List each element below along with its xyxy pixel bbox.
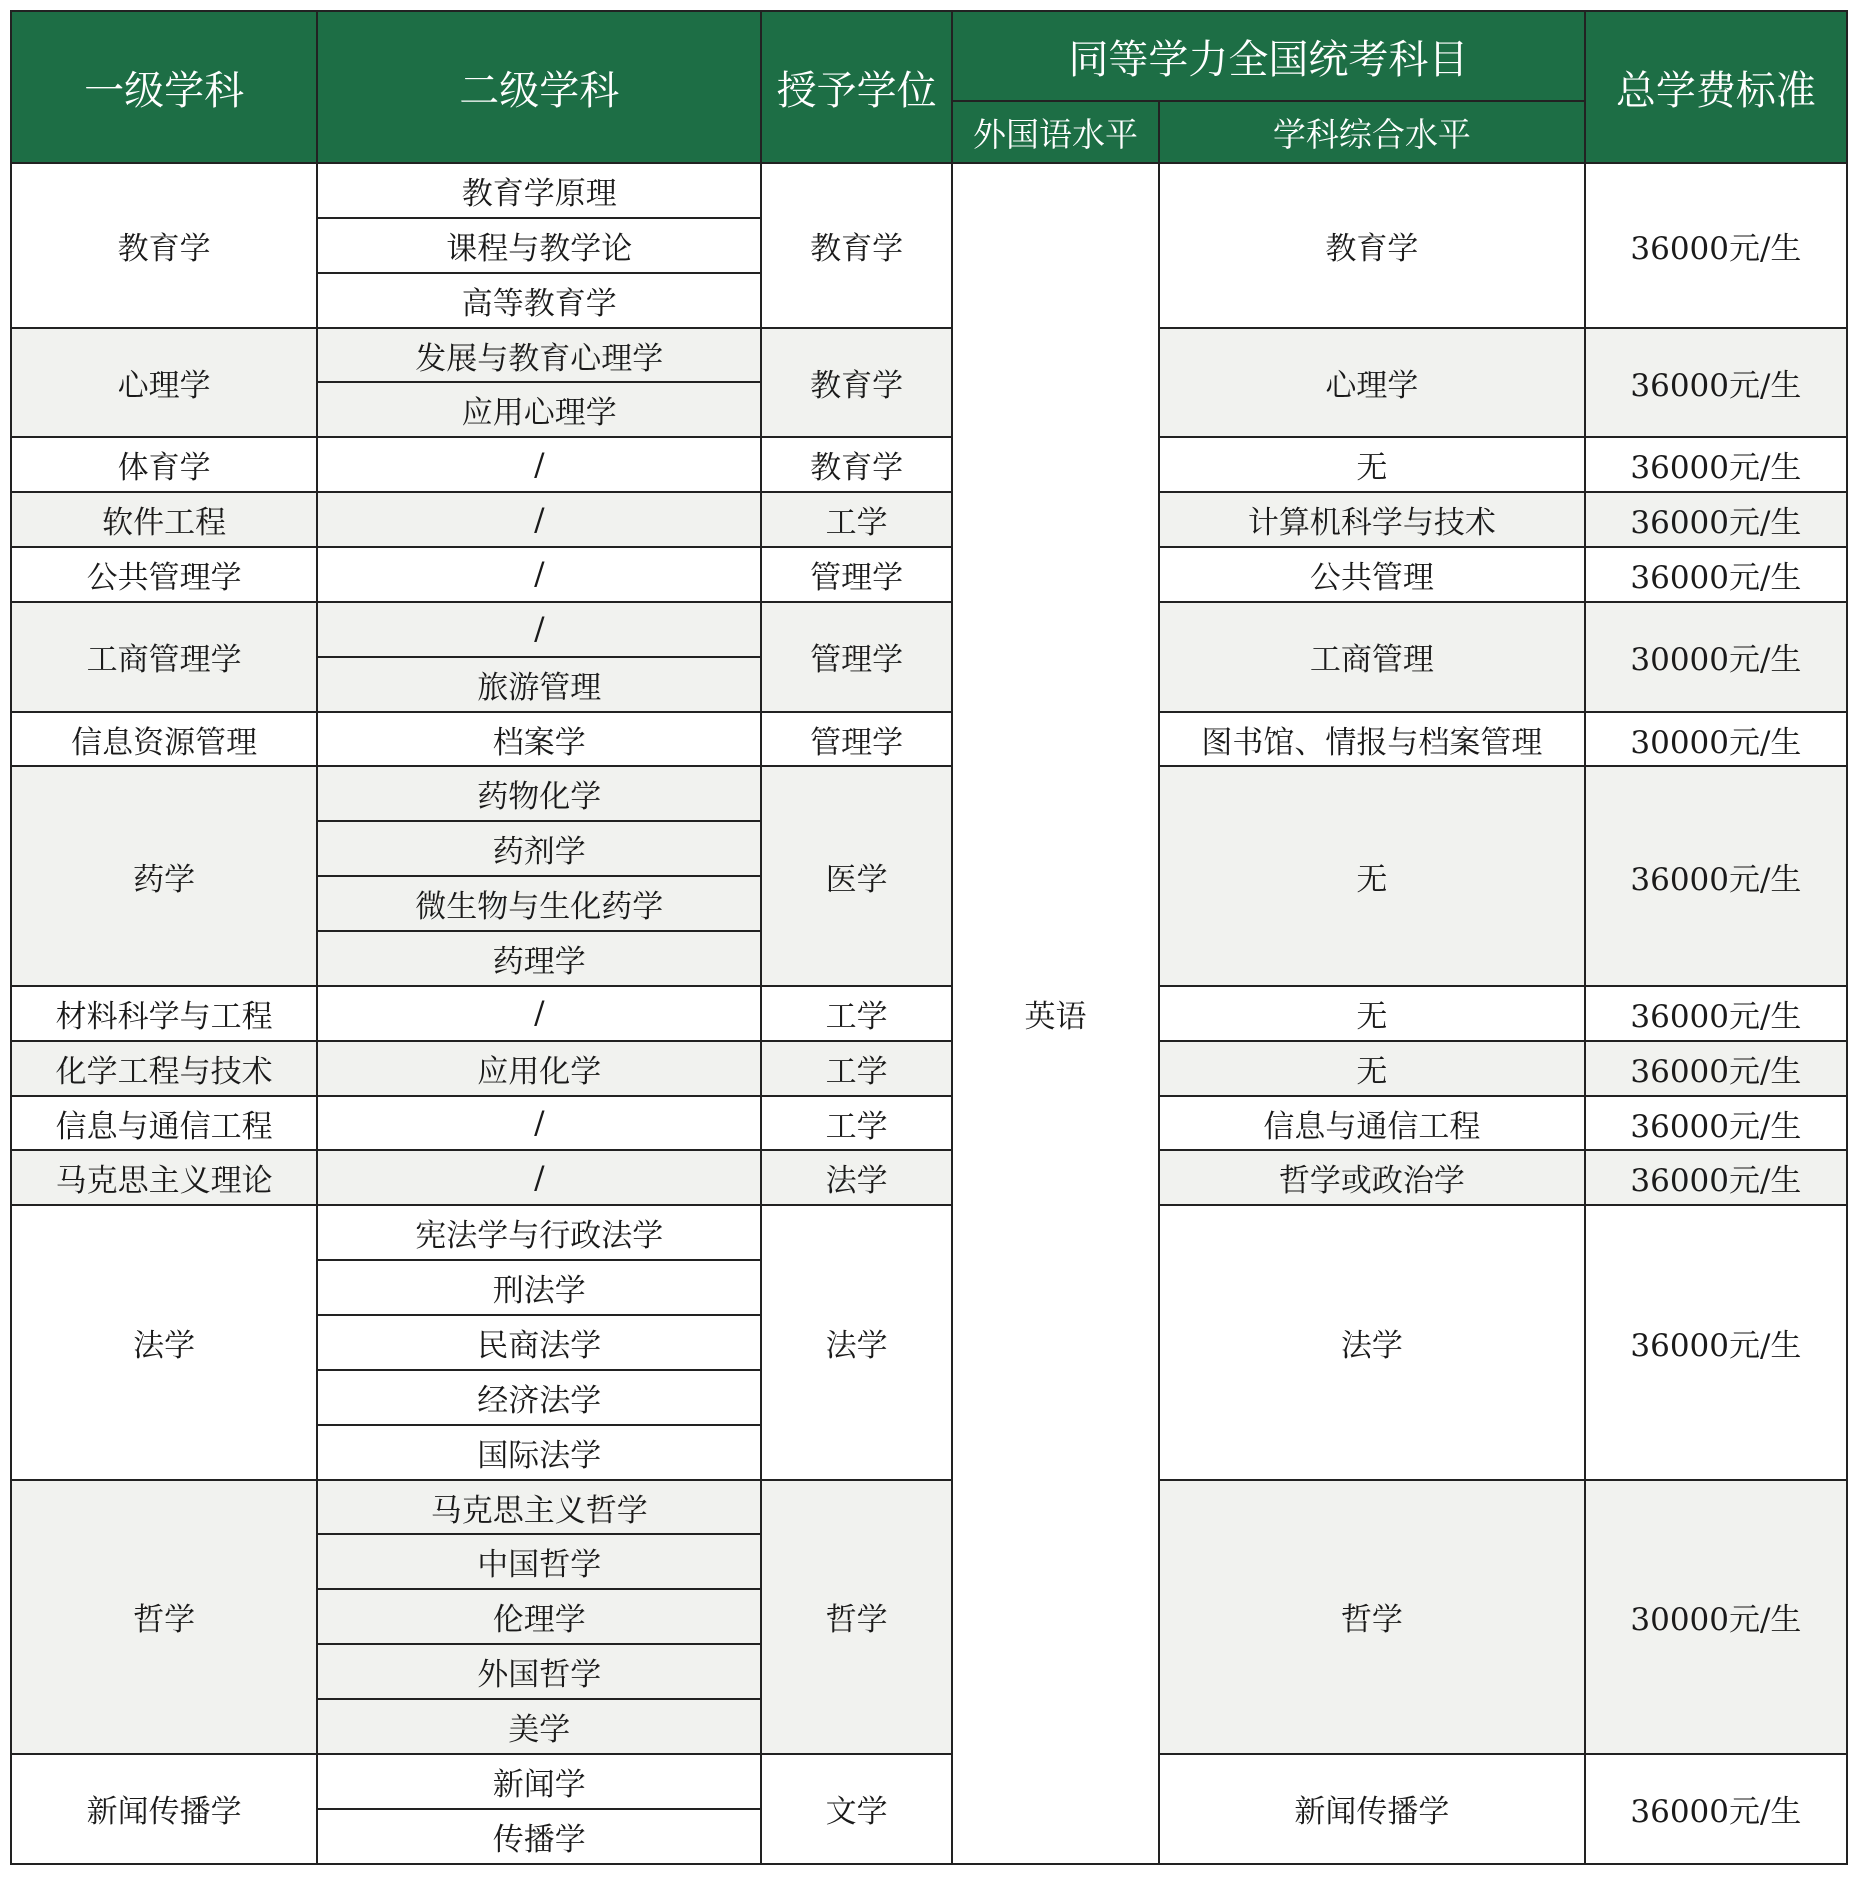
primary-discipline-cell: 化学工程与技术: [11, 1041, 317, 1096]
degree-cell: 文学: [761, 1754, 952, 1864]
secondary-discipline-cell: 民商法学: [317, 1315, 761, 1370]
tuition-cell: 30000元/生: [1585, 602, 1847, 712]
secondary-discipline-cell: 发展与教育心理学: [317, 328, 761, 383]
table-row: [11, 437, 1847, 492]
primary-discipline-cell: 体育学: [11, 437, 317, 492]
tuition-cell: 36000元/生: [1585, 1205, 1847, 1479]
tuition-cell: 36000元/生: [1585, 1754, 1847, 1864]
subject-comprehensive-cell: 无: [1159, 986, 1585, 1041]
primary-discipline-cell: 新闻传播学: [11, 1754, 317, 1864]
subject-comprehensive-cell: 法学: [1159, 1205, 1585, 1479]
primary-discipline-cell: 信息与通信工程: [11, 1096, 317, 1151]
tuition-cell: 30000元/生: [1585, 1480, 1847, 1754]
secondary-discipline-cell: 伦理学: [317, 1589, 761, 1644]
secondary-discipline-cell: 应用心理学: [317, 382, 761, 437]
secondary-discipline-cell: 新闻学: [317, 1754, 761, 1809]
tuition-cell: 36000元/生: [1585, 1096, 1847, 1151]
degree-cell: 管理学: [761, 547, 952, 602]
subject-comprehensive-cell: 哲学: [1159, 1480, 1585, 1754]
header-degree: 授予学位: [761, 11, 952, 163]
secondary-discipline-cell: /: [317, 547, 761, 602]
secondary-discipline-cell: 药剂学: [317, 821, 761, 876]
subject-comprehensive-cell: 心理学: [1159, 328, 1585, 438]
secondary-discipline-cell: /: [317, 492, 761, 547]
primary-discipline-cell: 软件工程: [11, 492, 317, 547]
tuition-cell: 36000元/生: [1585, 437, 1847, 492]
table-row: [11, 1205, 1847, 1260]
secondary-discipline-cell: 马克思主义哲学: [317, 1480, 761, 1535]
table-row: [11, 986, 1847, 1041]
table-row: [11, 547, 1847, 602]
subject-comprehensive-cell: 无: [1159, 766, 1585, 985]
secondary-discipline-cell: 高等教育学: [317, 273, 761, 328]
subject-comprehensive-cell: 无: [1159, 437, 1585, 492]
subject-comprehensive-cell: 哲学或政治学: [1159, 1150, 1585, 1205]
degree-cell: 工学: [761, 986, 952, 1041]
subject-comprehensive-cell: 计算机科学与技术: [1159, 492, 1585, 547]
table-row: [11, 766, 1847, 821]
secondary-discipline-cell: /: [317, 1096, 761, 1151]
primary-discipline-cell: 药学: [11, 766, 317, 985]
secondary-discipline-cell: 国际法学: [317, 1425, 761, 1480]
secondary-discipline-cell: 传播学: [317, 1809, 761, 1864]
tuition-cell: 36000元/生: [1585, 547, 1847, 602]
table-row: [11, 1754, 1847, 1809]
secondary-discipline-cell: 宪法学与行政法学: [317, 1205, 761, 1260]
degree-cell: 工学: [761, 1041, 952, 1096]
table-row: [11, 1096, 1847, 1151]
primary-discipline-cell: 信息资源管理: [11, 712, 317, 767]
degree-cell: 教育学: [761, 163, 952, 328]
tuition-cell: 36000元/生: [1585, 766, 1847, 985]
primary-discipline-cell: 哲学: [11, 1480, 317, 1754]
table-row: [11, 712, 1847, 767]
subject-comprehensive-cell: 信息与通信工程: [1159, 1096, 1585, 1151]
secondary-discipline-cell: 中国哲学: [317, 1534, 761, 1589]
tuition-cell: 36000元/生: [1585, 1150, 1847, 1205]
subject-comprehensive-cell: 公共管理: [1159, 547, 1585, 602]
header-row: [11, 11, 1847, 101]
degree-cell: 医学: [761, 766, 952, 985]
tuition-cell: 36000元/生: [1585, 492, 1847, 547]
secondary-discipline-cell: 药物化学: [317, 766, 761, 821]
primary-discipline-cell: 公共管理学: [11, 547, 317, 602]
secondary-discipline-cell: 教育学原理: [317, 163, 761, 218]
secondary-discipline-cell: /: [317, 602, 761, 657]
table-row: [11, 328, 1847, 383]
degree-cell: 工学: [761, 1096, 952, 1151]
subject-comprehensive-cell: 新闻传播学: [1159, 1754, 1585, 1864]
secondary-discipline-cell: 外国哲学: [317, 1644, 761, 1699]
primary-discipline-cell: 工商管理学: [11, 602, 317, 712]
table-row: [11, 1041, 1847, 1096]
secondary-discipline-cell: /: [317, 437, 761, 492]
secondary-discipline-cell: /: [317, 986, 761, 1041]
degree-cell: 工学: [761, 492, 952, 547]
table-row: [11, 163, 1847, 218]
header-foreign-language: 外国语水平: [952, 101, 1159, 163]
subject-comprehensive-cell: 教育学: [1159, 163, 1585, 328]
table-row: [11, 602, 1847, 657]
header-secondary-discipline: 二级学科: [317, 11, 761, 163]
primary-discipline-cell: 教育学: [11, 163, 317, 328]
subject-comprehensive-cell: 工商管理: [1159, 602, 1585, 712]
primary-discipline-cell: 马克思主义理论: [11, 1150, 317, 1205]
table-body: [11, 163, 1847, 1864]
secondary-discipline-cell: 美学: [317, 1699, 761, 1754]
program-fee-table: [10, 10, 1848, 1865]
header-national-exam: 同等学力全国统考科目: [952, 11, 1585, 101]
secondary-discipline-cell: 药理学: [317, 931, 761, 986]
tuition-cell: 36000元/生: [1585, 163, 1847, 328]
degree-cell: 哲学: [761, 1480, 952, 1754]
degree-cell: 管理学: [761, 712, 952, 767]
subject-comprehensive-cell: 图书馆、情报与档案管理: [1159, 712, 1585, 767]
tuition-cell: 36000元/生: [1585, 1041, 1847, 1096]
primary-discipline-cell: 材料科学与工程: [11, 986, 317, 1041]
tuition-cell: 36000元/生: [1585, 986, 1847, 1041]
degree-cell: 法学: [761, 1150, 952, 1205]
degree-cell: 教育学: [761, 328, 952, 438]
table-row: [11, 1480, 1847, 1535]
secondary-discipline-cell: 档案学: [317, 712, 761, 767]
subject-comprehensive-cell: 无: [1159, 1041, 1585, 1096]
secondary-discipline-cell: 微生物与生化药学: [317, 876, 761, 931]
table-row: [11, 492, 1847, 547]
secondary-discipline-cell: 应用化学: [317, 1041, 761, 1096]
secondary-discipline-cell: 课程与教学论: [317, 218, 761, 273]
secondary-discipline-cell: 刑法学: [317, 1260, 761, 1315]
degree-cell: 管理学: [761, 602, 952, 712]
secondary-discipline-cell: 旅游管理: [317, 657, 761, 712]
degree-cell: 教育学: [761, 437, 952, 492]
primary-discipline-cell: 法学: [11, 1205, 317, 1479]
tuition-cell: 36000元/生: [1585, 328, 1847, 438]
header-tuition: 总学费标准: [1585, 11, 1847, 163]
table-row: [11, 1150, 1847, 1205]
header-primary-discipline: 一级学科: [11, 11, 317, 163]
foreign-language-cell: 英语: [952, 163, 1159, 1864]
header-subject-comprehensive: 学科综合水平: [1159, 101, 1585, 163]
primary-discipline-cell: 心理学: [11, 328, 317, 438]
secondary-discipline-cell: /: [317, 1150, 761, 1205]
secondary-discipline-cell: 经济法学: [317, 1370, 761, 1425]
degree-cell: 法学: [761, 1205, 952, 1479]
tuition-cell: 30000元/生: [1585, 712, 1847, 767]
